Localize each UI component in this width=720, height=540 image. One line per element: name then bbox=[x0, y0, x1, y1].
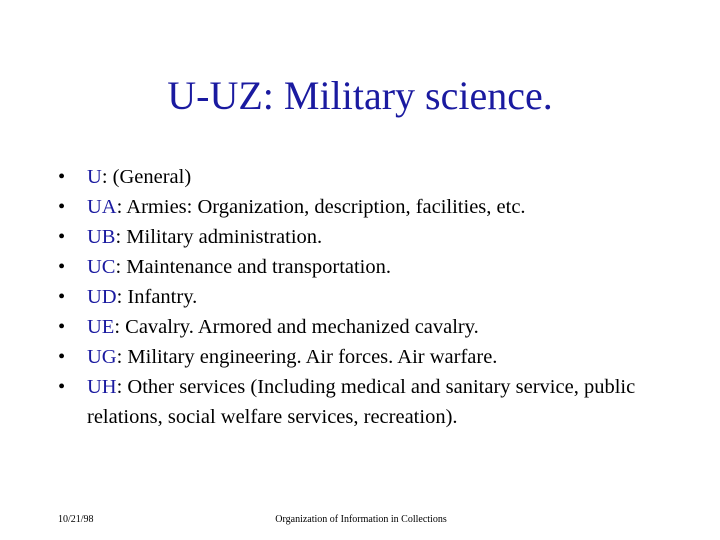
bullet-code: UB bbox=[87, 226, 116, 248]
bullet-text: : Armies: Organization, description, facilities, etc. bbox=[116, 196, 526, 218]
bullet-code: UE bbox=[87, 316, 115, 338]
bullet-text: : Military administration. bbox=[115, 226, 323, 248]
bullet-code: UG bbox=[87, 346, 117, 368]
bullet-item-uc bbox=[58, 252, 678, 282]
slide-title: U-UZ: Military science. bbox=[167, 73, 553, 118]
bullet-text: : (General) bbox=[101, 166, 192, 188]
bullet-item-u bbox=[58, 162, 678, 192]
bullet-icon: • bbox=[58, 376, 66, 398]
bullet-item-uh bbox=[58, 372, 678, 432]
bullet-text: : Infantry. bbox=[116, 286, 198, 308]
bullet-icon: • bbox=[58, 166, 66, 188]
bullet-icon: • bbox=[58, 316, 66, 338]
bullet-icon: • bbox=[58, 256, 66, 278]
bullet-item-ug bbox=[58, 342, 678, 372]
bullet-text: : Military engineering. Air forces. Air warfare. bbox=[116, 346, 498, 368]
bullet-icon: • bbox=[58, 196, 66, 218]
bullet-icon: • bbox=[58, 286, 66, 308]
bullet-list bbox=[58, 162, 678, 432]
bullet-icon: • bbox=[58, 226, 66, 248]
bullet-code: UA bbox=[87, 196, 117, 218]
bullet-code: UC bbox=[87, 256, 116, 278]
bullet-icon: • bbox=[58, 346, 66, 368]
bullet-item-ue bbox=[58, 312, 678, 342]
bullet-text: : Maintenance and transportation. bbox=[115, 256, 392, 278]
bullet-item-ua bbox=[58, 192, 678, 222]
bullet-item-ub bbox=[58, 222, 678, 252]
bullet-text: : Cavalry. Armored and mechanized cavalry. bbox=[114, 316, 479, 338]
bullet-code: U bbox=[87, 166, 102, 188]
bullet-code: UD bbox=[87, 286, 117, 308]
bullet-item-ud bbox=[58, 282, 678, 312]
bullet-text: : Other services (Including medical and sanitary service, public relations, social welfare services, recreation). bbox=[87, 376, 636, 428]
footer-title: Organization of Information in Collections bbox=[275, 514, 447, 525]
footer-date: 10/21/98 bbox=[58, 514, 94, 525]
bullet-code: UH bbox=[87, 376, 117, 398]
